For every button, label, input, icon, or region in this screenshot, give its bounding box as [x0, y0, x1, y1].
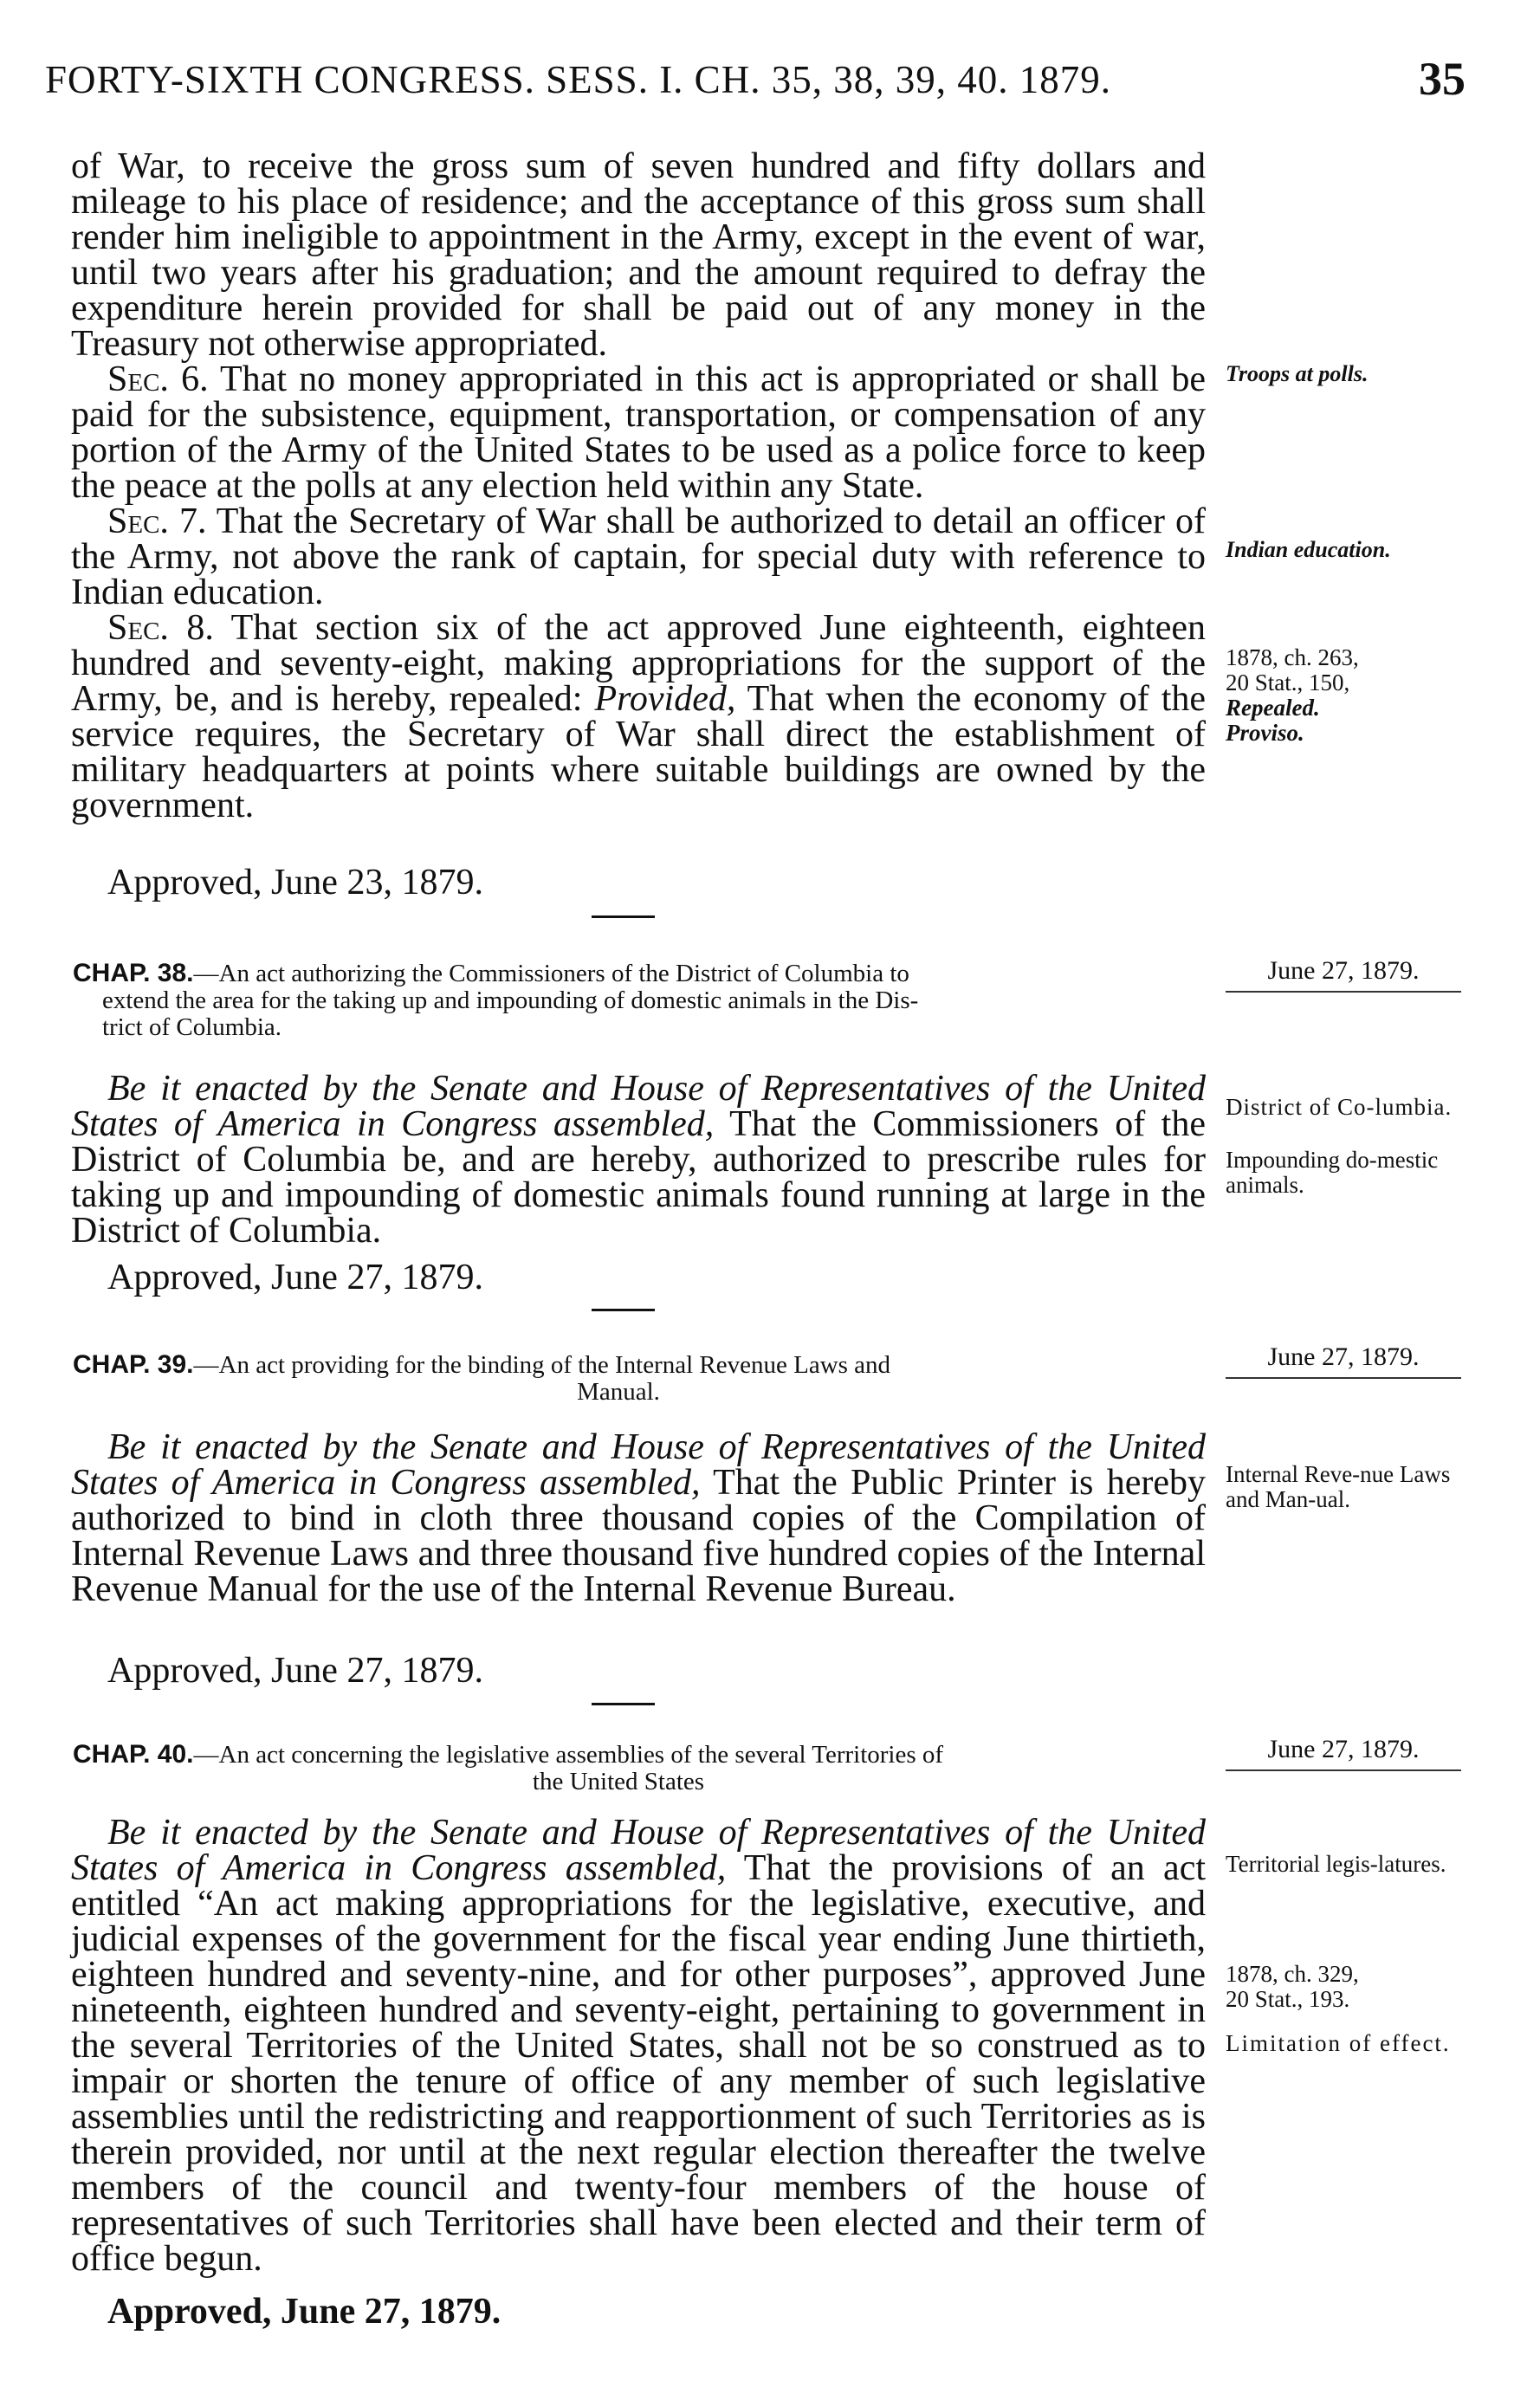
- chapter-title: —An act providing for the binding of the Internal Revenue Laws and: [193, 1351, 891, 1379]
- citation-line: 1878, ch. 329,: [1226, 1961, 1359, 1987]
- margin-note-citation-40: [1226, 1962, 1468, 2012]
- margin-note-troops: Troops at polls.: [1226, 361, 1369, 386]
- approved-line-ch35: Approved, June 23, 1879.: [107, 863, 483, 902]
- section-divider: [592, 1309, 655, 1311]
- chapter-39-body: [71, 1427, 1206, 1609]
- chapter-40-date: June 27, 1879.: [1226, 1735, 1461, 1771]
- margin-note-impounding: Impounding do-mestic animals.: [1226, 1147, 1439, 1198]
- chapter-40-heading: [73, 1741, 1199, 1795]
- section-label: Sec. 8.: [107, 608, 214, 648]
- section-text: That section six of the act approved June eighteenth, eighteen hundred and seventy-eight, making appropriations for the support of the Army, be, and is hereby, repealed:: [71, 608, 1206, 719]
- chapter-40-body: [71, 1815, 1206, 2277]
- margin-note-limitation: Limitation of effect.: [1226, 2030, 1451, 2056]
- enacting-text: That the Public Printer is hereby authorized to bind in cloth three thousand copies of the Compilation of Internal Revenue Laws and three thousand five hundred copies of the Internal Revenue Manual for the use of the Internal Revenue Bureau.: [71, 1463, 1206, 1609]
- enacting-paragraph: [71, 1815, 1206, 2277]
- chapter-number: CHAP. 38.: [73, 959, 194, 987]
- enacting-paragraph: [71, 1071, 1206, 1249]
- enacting-text: That the Commissioners of the District of Columbia be, and are hereby, authorized to prescribe rules for taking up and impounding of domestic animals found running at large in the District of Columbia.: [71, 1104, 1206, 1251]
- proviso-note: Proviso.: [1226, 720, 1304, 746]
- margin-note-territorial: Territorial legis-latures.: [1226, 1851, 1446, 1877]
- section-8: [71, 608, 1207, 825]
- approved-line-ch39: Approved, June 27, 1879.: [107, 1651, 483, 1691]
- enacting-text: That the provisions of an act entitled “An act making appropriations for the legislative, executive, and judicial expenses of the government for the fiscal year ending June thirtieth, eighteen hundred and seventy-nine, and for other purposes”, approved June nineteenth, eighteen hundred and seventy-eight, pertaining to government in the several Territories of the United States, shall not be so construed as to impair or shorten the tenure of office of any member of such legislative assemblies until the redistricting and reapportionment of such Territories as is therein provided, nor until at the next regular election thereafter the twelve members of the council and twenty-four members of the house of representatives of such Territories shall have been elected and their term of office begun.: [71, 1848, 1207, 2279]
- chapter-title: —An act authorizing the Commissioners of the District of Columbia to: [193, 960, 909, 987]
- enacting-clause: Be it enacted by the Senate and House of Representatives of the United States of America in Congress assembled,: [71, 1813, 1206, 1888]
- chapter-39-date: June 27, 1879.: [1226, 1342, 1461, 1379]
- chapter-38-heading: [73, 960, 1199, 1041]
- section-text: That when the economy of the service requires, the Secretary of War shall direct the establishment of military headquarters at points where suitable buildings are owned by the government.: [71, 679, 1207, 825]
- chapter-number: CHAP. 39.: [73, 1350, 194, 1379]
- chapter-title-cont: extend the area for the taking up and impounding of domestic animals in the Dis-: [102, 987, 919, 1014]
- chapter-title-cont: Manual.: [577, 1378, 660, 1406]
- chapter-title-cont: the United States: [532, 1768, 705, 1795]
- chapter-35-body: [71, 146, 1207, 825]
- chapter-39-heading: [73, 1351, 1199, 1406]
- enacting-clause: Be it enacted by the Senate and House of Representatives of the United States of America in Congress assembled,: [71, 1069, 1206, 1144]
- margin-note-indian: Indian education.: [1226, 537, 1391, 562]
- section-label: Sec. 7.: [107, 501, 207, 541]
- header-title: FORTY-SIXTH CONGRESS. SESS. I. CH. 35, 38, 39, 40. 1879.: [45, 58, 1111, 101]
- proviso-word: Provided,: [594, 679, 736, 719]
- section-divider: [592, 1703, 655, 1705]
- section-7: [71, 501, 1206, 612]
- chapter-38-body: [71, 1071, 1206, 1249]
- approved-line-ch40: Approved, June 27, 1879.: [107, 2292, 501, 2332]
- margin-note-district: District of Co-lumbia.: [1226, 1094, 1453, 1120]
- chapter-title-cont: trict of Columbia.: [102, 1013, 281, 1041]
- citation-line: 1878, ch. 263,: [1226, 644, 1359, 670]
- section-label: Sec. 6.: [107, 359, 209, 399]
- approved-line-ch38: Approved, June 27, 1879.: [107, 1258, 483, 1297]
- section-6: [71, 359, 1206, 506]
- margin-note-citation: [1226, 645, 1468, 746]
- section-text: That the Secretary of War shall be authorized to detail an officer of the Army, not above the rank of captain, for special duty with reference to Indian education.: [71, 501, 1206, 612]
- repealed-note: Repealed.: [1226, 695, 1320, 721]
- chapter-38-date: June 27, 1879.: [1226, 956, 1461, 993]
- running-header: [45, 50, 1466, 111]
- citation-line: 20 Stat., 150,: [1226, 670, 1350, 695]
- page-number: 35: [1419, 53, 1466, 105]
- enacting-paragraph: [71, 1427, 1206, 1609]
- chapter-number: CHAP. 40.: [73, 1740, 194, 1769]
- section-text: That no money appropriated in this act is appropriated or shall be paid for the subsistence, equipment, transportation, or compensation of any portion of the Army of the United States to be used as a police force to keep the peace at the polls at any election held within any State.: [71, 359, 1206, 506]
- margin-note-internal-revenue: Internal Reve-nue Laws and Man-ual.: [1226, 1461, 1451, 1512]
- section-divider: [592, 915, 655, 918]
- chapter-title: —An act concerning the legislative assemblies of the several Territories of: [193, 1741, 944, 1769]
- continuation-paragraph: of War, to receive the gross sum of seven hundred and fifty dollars and mileage to his place of residence; and the acceptance of this gross sum shall render him ineligible to appointment in the Army, except in the event of war, until two years after his graduation; and the amount required to defray the expenditure herein provided for shall be paid out of any money in the Treasury not otherwise appropriated.: [71, 146, 1206, 364]
- enacting-clause: Be it enacted by the Senate and House of Representatives of the United States of America in Congress assembled,: [71, 1427, 1206, 1503]
- citation-line: 20 Stat., 193.: [1226, 1986, 1350, 2012]
